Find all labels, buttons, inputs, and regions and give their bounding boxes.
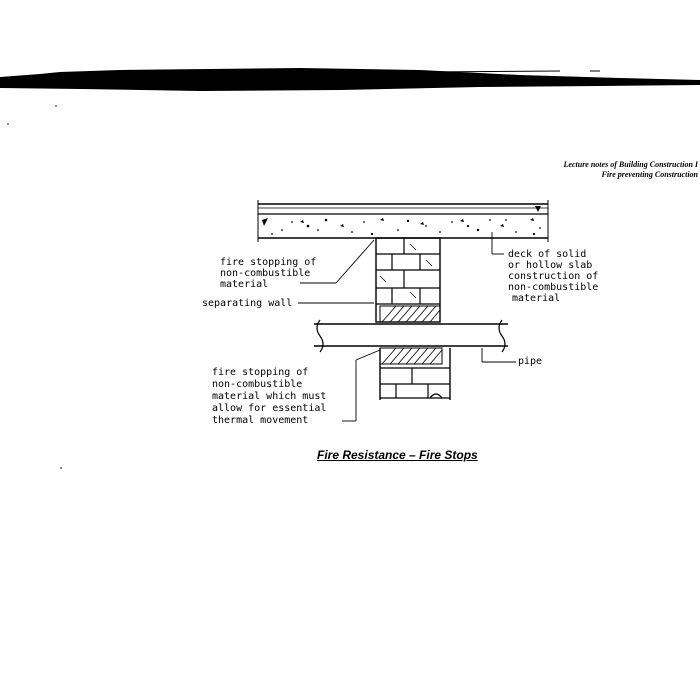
label-fire-stop-bottom [212, 367, 326, 427]
label-line: construction of [508, 271, 599, 282]
label-line: deck of solid [508, 249, 587, 260]
label-fire-stop-top [220, 257, 316, 290]
figure-caption: Fire Resistance – Fire Stops [317, 448, 478, 462]
label-line: fire stopping of [220, 257, 317, 268]
label-line: fire stopping of [212, 367, 309, 378]
separating-wall-lower [380, 348, 450, 400]
label-line: material [512, 293, 561, 304]
label-line: non-combustible [212, 379, 303, 390]
label-line: material [220, 279, 269, 290]
label-line: material which must [212, 391, 327, 402]
separating-wall-upper [376, 238, 440, 322]
label-line: non-combustible [220, 268, 311, 279]
label-deck [508, 249, 598, 304]
header-line-1: Lecture notes of Building Construction I [563, 160, 698, 169]
pipe [314, 320, 508, 352]
label-line: thermal movement [212, 415, 309, 426]
label-line: non-combustible [508, 282, 599, 293]
floor-deck-slab [258, 200, 548, 242]
label-pipe: pipe [518, 356, 543, 367]
label-separating-wall: separating wall [202, 298, 293, 309]
header-line-2: Fire preventing Construction [601, 170, 698, 179]
label-line: or hollow slab [508, 260, 593, 271]
label-line: allow for essential [212, 403, 327, 414]
leader-lines [298, 232, 516, 421]
